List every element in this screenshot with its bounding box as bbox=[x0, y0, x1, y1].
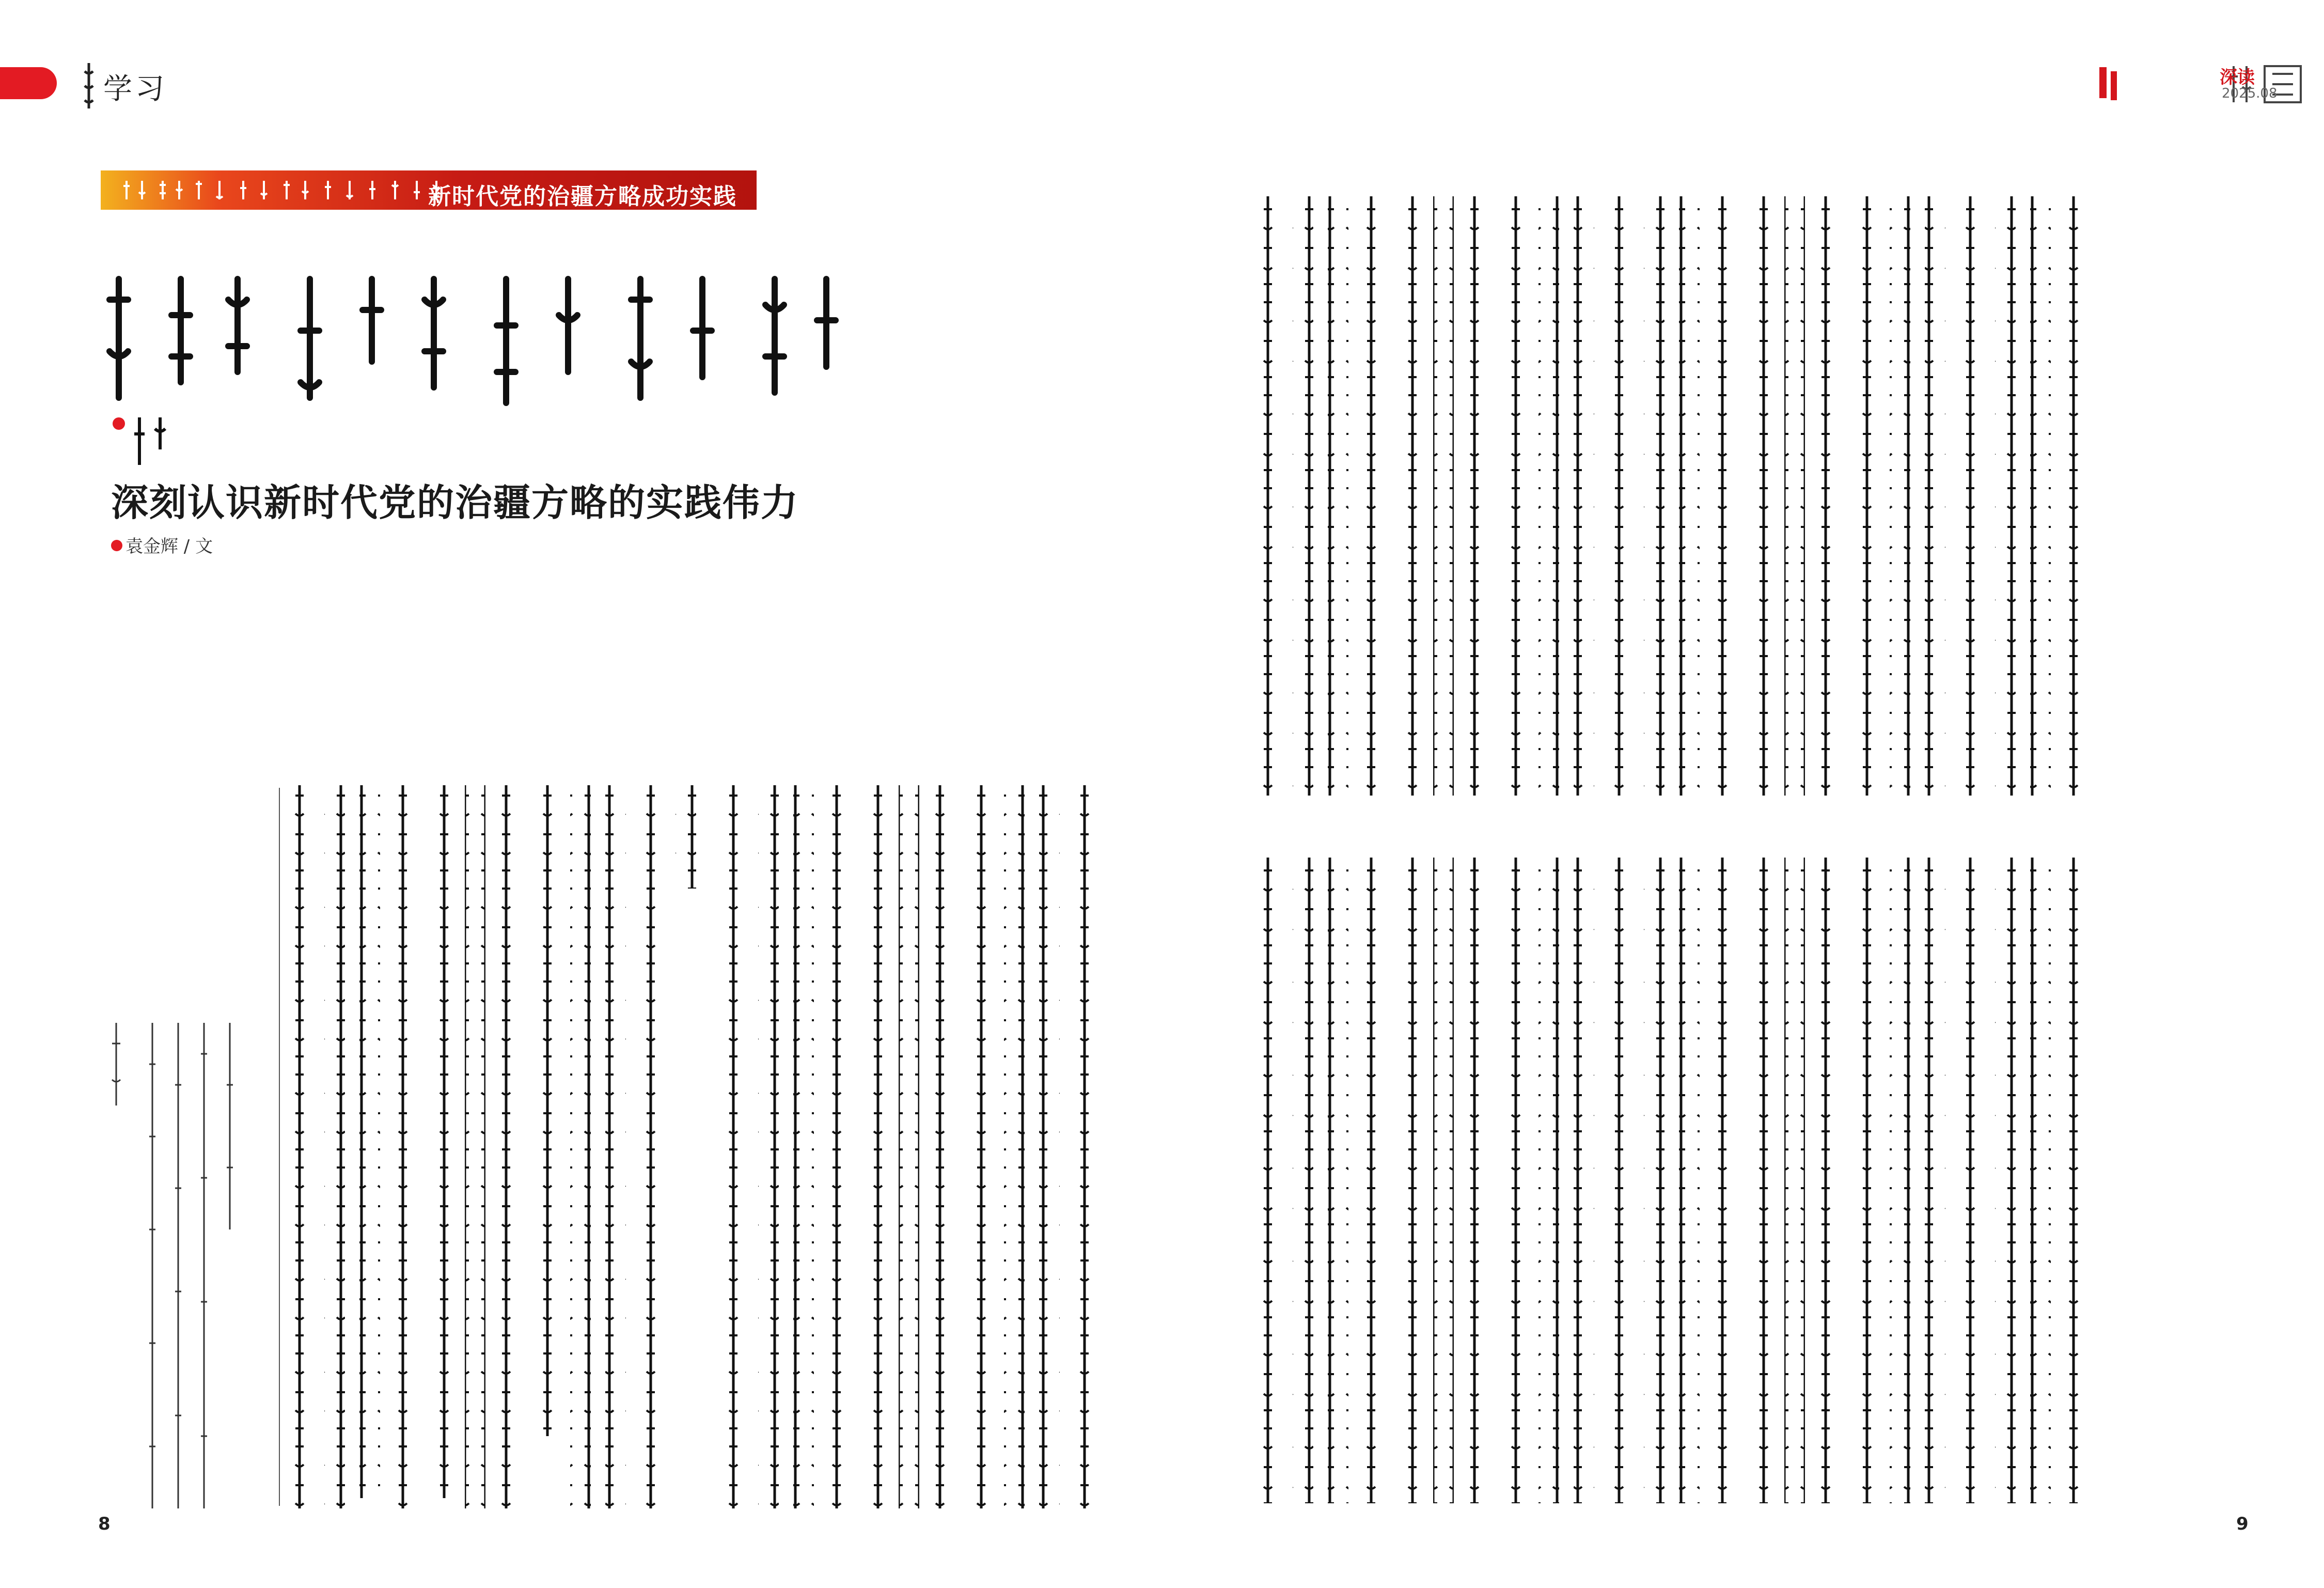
left-page-number: 8 bbox=[98, 1514, 111, 1534]
mongolian-author bbox=[119, 413, 176, 470]
byline-dot bbox=[111, 540, 122, 551]
footnote-divider bbox=[279, 788, 280, 1506]
magazine-section-label: 深读 bbox=[2220, 67, 2255, 88]
right-lower-columns bbox=[1258, 858, 2105, 1508]
section-title: 学习 bbox=[103, 72, 167, 106]
section-tab bbox=[0, 67, 57, 99]
section-mongolian-mark bbox=[80, 61, 98, 113]
theme-banner bbox=[101, 170, 757, 210]
article-headline: 深刻认识新时代党的治疆方略的实践伟力 bbox=[111, 481, 799, 524]
article-byline bbox=[111, 532, 213, 557]
issue-date: 2025.08 bbox=[2222, 86, 2278, 101]
banner-title: 新时代党的治疆方略成功实践 bbox=[428, 183, 737, 210]
left-body-columns bbox=[289, 785, 1105, 1508]
right-page bbox=[1162, 0, 2324, 1588]
right-upper-columns bbox=[1258, 196, 2105, 801]
byline-text: 袁金辉 / 文 bbox=[125, 536, 213, 557]
author-footnote bbox=[101, 1023, 256, 1508]
mongolian-headline bbox=[103, 269, 852, 408]
right-page-number: 9 bbox=[2236, 1514, 2249, 1534]
